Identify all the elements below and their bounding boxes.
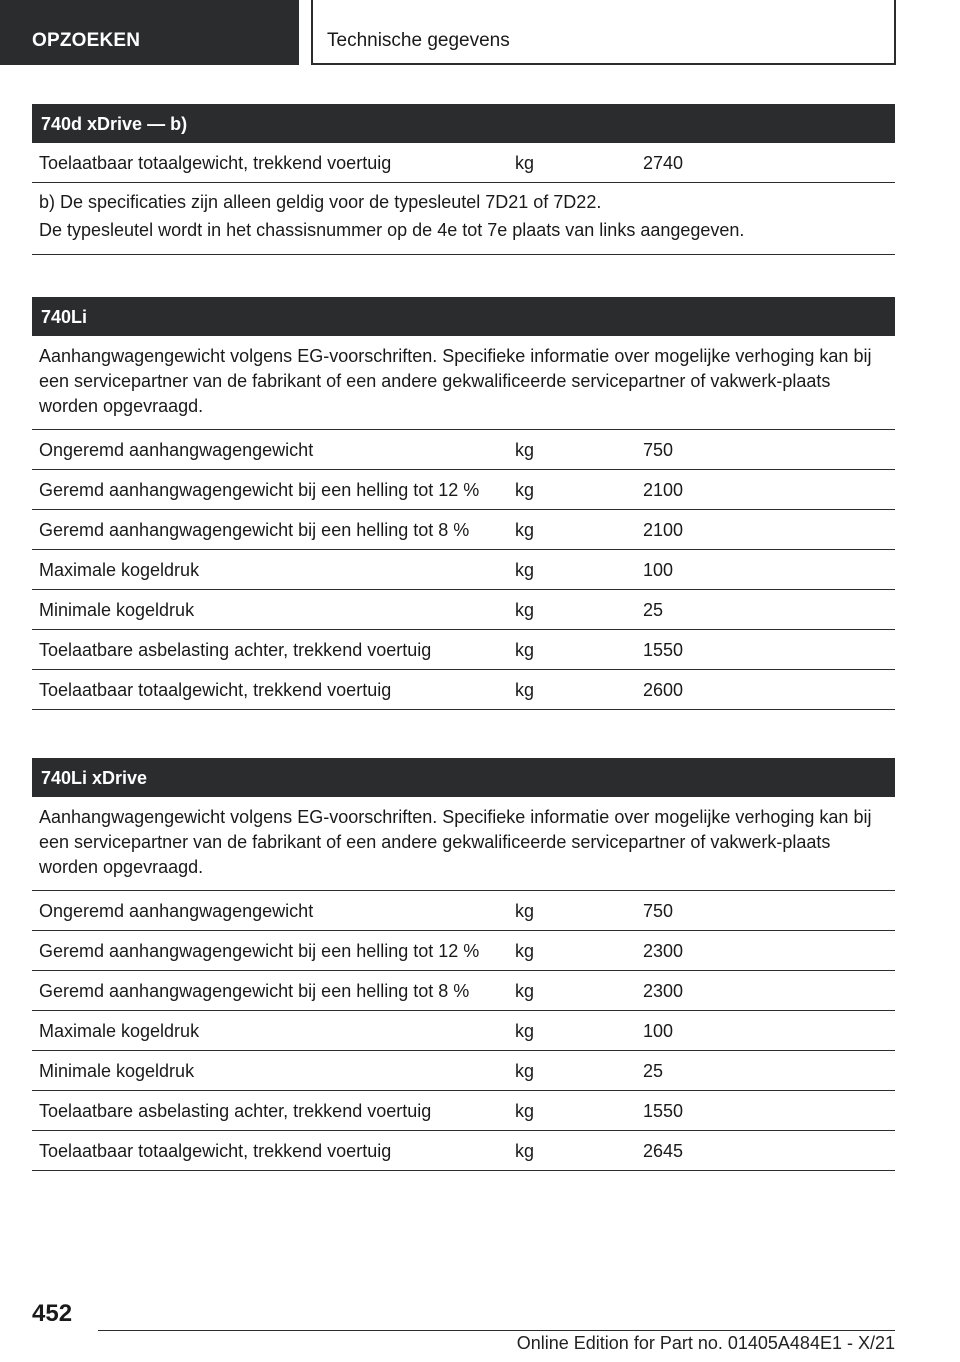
row-unit: kg [515, 680, 535, 700]
table-title: 740Li [32, 297, 895, 336]
spec-table-740li [32, 297, 895, 710]
row-label: Maximale kogeldruk [39, 1021, 200, 1041]
row-value: 750 [643, 440, 674, 460]
row-unit: kg [515, 600, 535, 620]
row-unit: kg [515, 520, 535, 540]
section-tab: OPZOEKEN [0, 0, 299, 65]
table-row [32, 590, 895, 630]
table-row [32, 971, 895, 1011]
row-unit: kg [515, 1141, 535, 1161]
row-unit: kg [515, 901, 535, 921]
table-intro: Aanhangwagengewicht volgens EG-voorschriften. Specifieke informatie over mogelijke verhoging kan bij een servicepartner van de fabrikant of een andere gekwalificeerde servicepartner of vakwerk-plaats worden opgevraagd. [32, 336, 895, 430]
table-row [32, 143, 895, 183]
spec-table-740d-xdrive [32, 104, 895, 255]
row-value: 2740 [643, 153, 684, 173]
row-label: Toelaatbaar totaalgewicht, trekkend voertuig [39, 680, 392, 700]
row-label: Toelaatbaar totaalgewicht, trekkend voertuig [39, 1141, 392, 1161]
row-value: 2600 [643, 680, 684, 700]
row-label: Maximale kogeldruk [39, 560, 200, 580]
row-unit: kg [515, 560, 535, 580]
row-value: 750 [643, 901, 674, 921]
edition-note: Online Edition for Part no. 01405A484E1 - X/21 [516, 1333, 895, 1353]
row-unit: kg [515, 1061, 535, 1081]
footnote-line: b) De specificaties zijn alleen geldig voor de typesleutel 7D21 of 7D22. [39, 192, 602, 212]
row-label: Geremd aanhangwagengewicht bij een helling tot 12 % [39, 480, 480, 500]
table-row [32, 1091, 895, 1131]
table-row [32, 931, 895, 971]
row-value: 2300 [643, 981, 684, 1001]
row-value: 25 [643, 1061, 664, 1081]
table-footnote [32, 183, 895, 255]
table-title: 740Li xDrive [32, 758, 895, 797]
row-label: Geremd aanhangwagengewicht bij een helling tot 8 % [39, 520, 470, 540]
spec-table-740li-xdrive [32, 758, 895, 1171]
row-value: 2300 [643, 941, 684, 961]
row-label: Ongeremd aanhangwagengewicht [39, 901, 314, 921]
row-value: 25 [643, 600, 664, 620]
footnote-line: De typesleutel wordt in het chassisnummer op de 4e tot 7e plaats van links aangegeven. [39, 220, 745, 240]
row-label: Geremd aanhangwagengewicht bij een helling tot 12 % [39, 941, 480, 961]
table-title: 740d xDrive — b) [32, 104, 895, 143]
row-unit: kg [515, 440, 535, 460]
row-value: 100 [643, 560, 674, 580]
table-row [32, 1051, 895, 1091]
row-unit: kg [515, 153, 535, 173]
row-label: Geremd aanhangwagengewicht bij een helling tot 8 % [39, 981, 470, 1001]
row-label: Toelaatbare asbelasting achter, trekkend voertuig [39, 1101, 432, 1121]
row-unit: kg [515, 1021, 535, 1041]
row-label: Toelaatbaar totaalgewicht, trekkend voertuig [39, 153, 392, 173]
chapter-title: Technische gegevens [311, 0, 896, 65]
table-row [32, 430, 895, 470]
table-row [32, 630, 895, 670]
table-row [32, 470, 895, 510]
row-value: 2645 [643, 1141, 684, 1161]
row-label: Toelaatbare asbelasting achter, trekkend voertuig [39, 640, 432, 660]
table-row [32, 1131, 895, 1171]
row-value: 1550 [643, 1101, 684, 1121]
footer-divider [98, 1330, 895, 1331]
table-row [32, 510, 895, 550]
row-unit: kg [515, 640, 535, 660]
row-unit: kg [515, 1101, 535, 1121]
row-label: Minimale kogeldruk [39, 1061, 195, 1081]
row-unit: kg [515, 480, 535, 500]
row-label: Minimale kogeldruk [39, 600, 195, 620]
row-unit: kg [515, 981, 535, 1001]
table-row [32, 891, 895, 931]
row-label: Ongeremd aanhangwagengewicht [39, 440, 314, 460]
table-row [32, 550, 895, 590]
row-value: 1550 [643, 640, 684, 660]
table-row [32, 1011, 895, 1051]
table-row [32, 670, 895, 710]
page-number: 452 [32, 1300, 73, 1327]
row-value: 100 [643, 1021, 674, 1041]
row-value: 2100 [643, 480, 684, 500]
row-value: 2100 [643, 520, 684, 540]
table-intro: Aanhangwagengewicht volgens EG-voorschriften. Specifieke informatie over mogelijke verhoging kan bij een servicepartner van de fabrikant of een andere gekwalificeerde servicepartner of vakwerk-plaats worden opgevraagd. [32, 797, 895, 891]
row-unit: kg [515, 941, 535, 961]
